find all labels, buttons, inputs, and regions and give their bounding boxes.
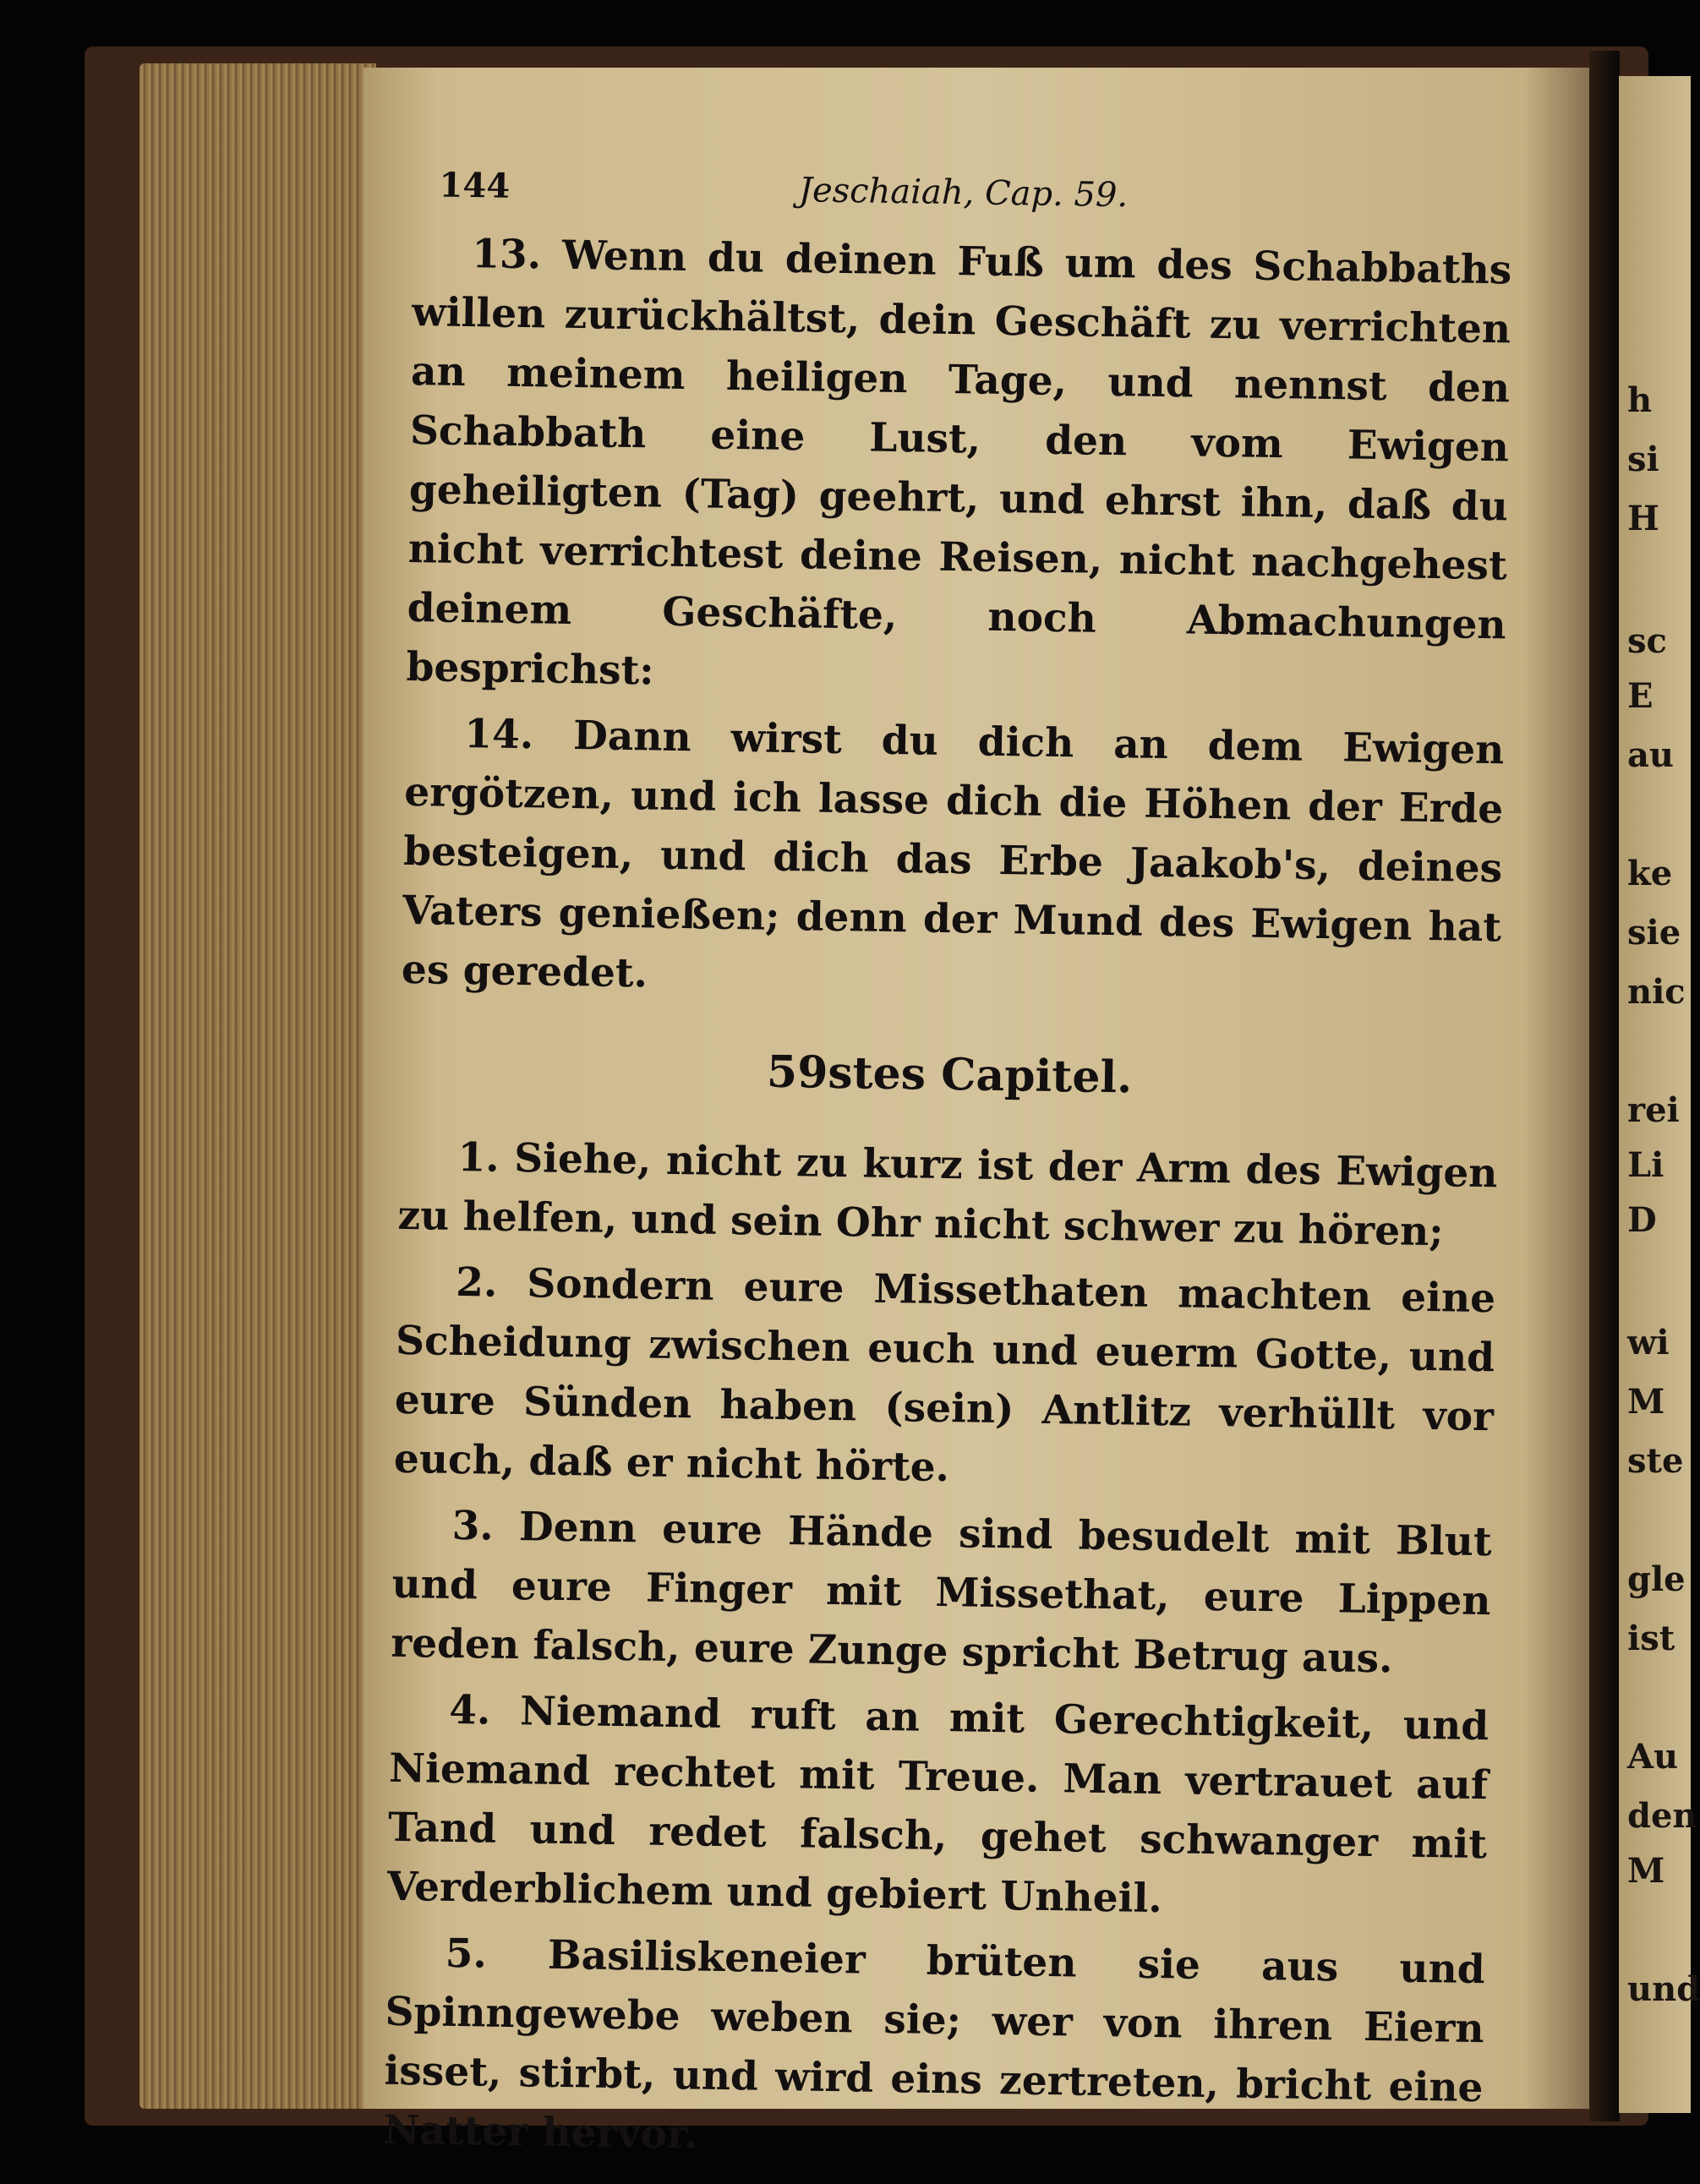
page-text [383, 165, 1513, 2184]
facing-fragment: nic [1627, 972, 1686, 1012]
running-title: Jeschaiah, Cap. 59. [798, 171, 1129, 216]
facing-fragment: ke [1627, 854, 1673, 893]
verse-13: 13. Wenn du deinen Fuß um des Schabbaths willen zurückhältst, dein Geschäft zu verrichten an meinem heiligen Tage, und nennst den Schabbath eine Lust, den vom Ewigen geheiligten (Tag) geehrt, und ehrst ihn, daß du nicht verrichtest deine Reisen, nicht nachgehest deinem Geschäfte, noch Abmachungen besprichst: [406, 231, 1512, 695]
verse-2: 2. Sondern eure Missethaten machten eine Scheidung zwischen euch und euerm Gotte, und eure Sünden haben (sein) Antlitz verhüllt vor euch, daß er nicht hörte. [393, 1259, 1496, 1492]
facing-fragment: wi [1627, 1323, 1670, 1362]
verse-1: 1. Siehe, nicht zu kurz ist der Arm des Ewigen zu helfen, und sein Ohr nicht schwer zu hören; [397, 1133, 1498, 1256]
facing-fragment: M [1627, 1851, 1665, 1891]
verse-14: 14. Dann wirst du dich an dem Ewigen ergötzen, und ich lasse dich die Höhen der Erde besteigen, und dich das Erbe Jaakob's, deines Vaters genießen; denn der Mund des Ewigen hat es geredet. [401, 711, 1505, 997]
facing-fragment: E [1627, 676, 1654, 716]
facing-fragment: rei [1627, 1090, 1680, 1130]
facing-fragment: si [1627, 440, 1659, 479]
facing-fragment: h [1627, 380, 1653, 420]
facing-fragment: Au [1627, 1737, 1679, 1777]
facing-fragment: sc [1627, 621, 1667, 661]
chapter-heading: 59stes Capitel. [766, 1046, 1133, 1104]
facing-fragment: und [1627, 1969, 1700, 2009]
facing-fragment: D [1627, 1200, 1657, 1240]
page-stack-edge [139, 63, 376, 2109]
facing-fragment: den [1627, 1796, 1697, 1836]
verse-5: 5. Basiliskeneier brüten sie aus und Spinngewebe weben sie; wer von ihren Eiern isset, stirbt, und wird eins zertreten, bricht eine Natter hervor. [383, 1930, 1486, 2159]
page-number: 144 [439, 165, 511, 206]
facing-fragment: H [1627, 499, 1659, 538]
facing-fragment: Li [1627, 1145, 1664, 1185]
facing-fragment: ist [1627, 1619, 1675, 1658]
verse-4: 4. Niemand ruft an mit Gerechtigkeit, und Niemand rechtet mit Treue. Man vertrauet auf Tand und redet falsch, gehet schwanger mit Verderblichem und gebiert Unheil. [386, 1686, 1490, 1923]
verse-3: 3. Denn eure Hände sind besudelt mit Blut und eure Finger mit Missethat, eure Lippen reden falsch, eure Zunge spricht Betrug aus. [391, 1502, 1492, 1683]
facing-fragment: M [1627, 1382, 1665, 1422]
facing-fragment: ste [1627, 1441, 1684, 1481]
facing-fragment: au [1627, 735, 1674, 775]
book-gutter [1589, 51, 1620, 2121]
facing-fragment: sie [1627, 913, 1681, 953]
facing-fragment: gle [1627, 1559, 1686, 1599]
